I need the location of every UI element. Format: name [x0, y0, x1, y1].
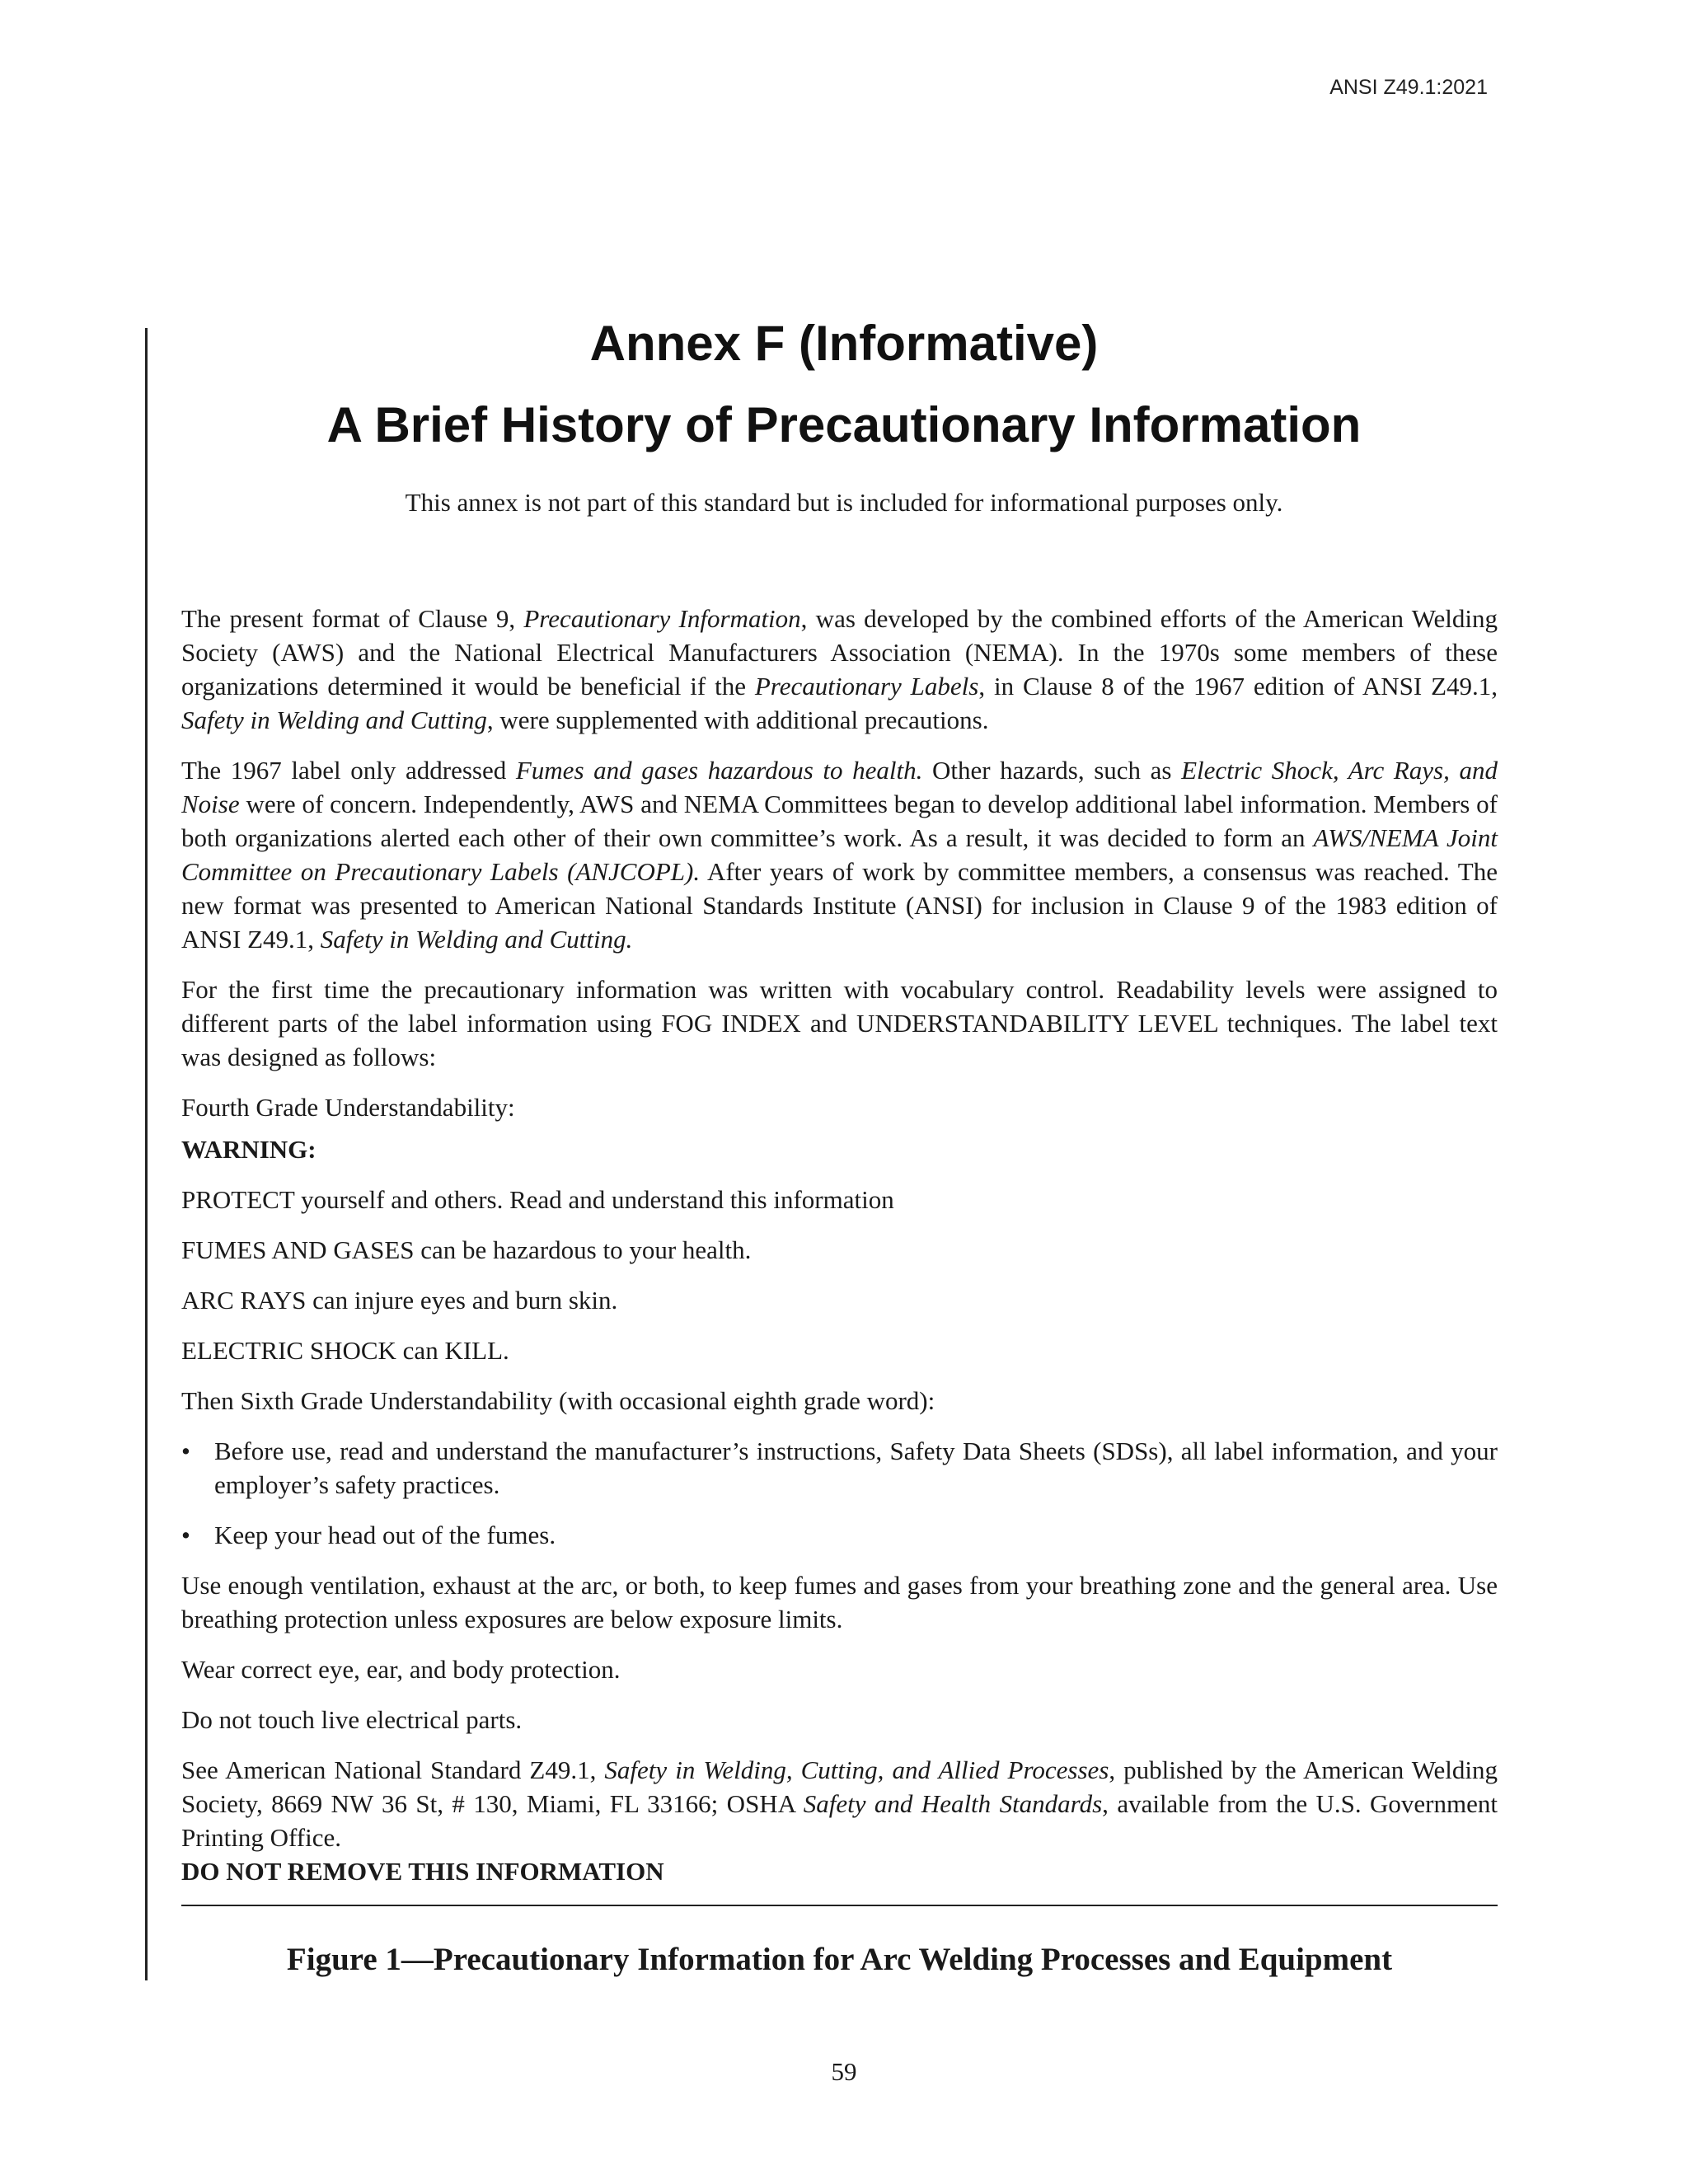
- document-id: ANSI Z49.1:2021: [1329, 76, 1488, 99]
- bullet-text: Before use, read and understand the manufacturer’s instructions, Safety Data Sheets (SDSs), all label information, and your employer’s safety practices.: [214, 1436, 1498, 1499]
- label-line-1: PROTECT yourself and others. Read and understand this information: [181, 1185, 894, 1214]
- revision-bar: [145, 328, 148, 1980]
- paragraph-2: The 1967 label only addressed Fumes and gases hazardous to health. Other hazards, such as Electric Shock, Arc Rays, and Noise were of concern. Independently, AWS and NEMA Committees began to develop additional label information. Members of both organizations alerted each other of their own committee’s work. As a result, it was decided to form an AWS/NEMA Joint Committee on Precautionary Labels (ANJCOPL). After years of work by committee members, a consensus was reached. The new format was presented to American National Standards Institute (ANSI) for inclusion in Clause 9 of the 1983 edition of ANSI Z49.1, Safety in Welding and Cutting.: [181, 756, 1498, 954]
- protection-text: Wear correct eye, ear, and body protection.: [181, 1655, 621, 1684]
- annex-title: Annex F (Informative): [589, 316, 1099, 371]
- reference-text: See American National Standard Z49.1, Safety in Welding, Cutting, and Allied Processes, published by the American Welding Society, 8669 NW 36 St, # 130, Miami, FL 33166; OSHA Safety and Health Standards, available from the U.S. Government Printing Office.: [181, 1755, 1498, 1852]
- bullet-item-2: [181, 1518, 1498, 1552]
- body-text: [181, 602, 1498, 1976]
- label-line-3: ARC RAYS can injure eyes and burn skin.: [181, 1286, 618, 1315]
- warning-heading: WARNING:: [181, 1135, 316, 1164]
- page-number: 59: [831, 2057, 857, 2086]
- ventilation-text: Use enough ventilation, exhaust at the arc, or both, to keep fumes and gases from your breathing zone and the general area. Use breathing protection unless exposures are below exposure limits.: [181, 1571, 1498, 1633]
- informative-note: This annex is not part of this standard but is included for informational purposes only.: [405, 488, 1283, 517]
- label-line-2: FUMES AND GASES can be hazardous to your health.: [181, 1235, 752, 1264]
- do-not-remove-notice: DO NOT REMOVE THIS INFORMATION: [181, 1857, 664, 1886]
- label-line-4: ELECTRIC SHOCK can KILL.: [181, 1336, 509, 1365]
- paragraph-3: For the first time the precautionary information was written with vocabulary control. Readability levels were assigned to different parts of the label information using FOG INDEX and UNDERSTANDABILITY LEVEL techniques. The label text was designed as follows:: [181, 975, 1498, 1071]
- bullet-icon: •: [181, 1436, 190, 1465]
- divider: [181, 1905, 1498, 1906]
- page-title: A Brief History of Precautionary Information: [326, 397, 1362, 452]
- electrical-text: Do not touch live electrical parts.: [181, 1705, 523, 1734]
- bullet-icon: •: [181, 1521, 190, 1549]
- figure-caption: Figure 1—Precautionary Information for Arc Welding Processes and Equipment: [286, 1942, 1393, 1977]
- paragraph-4: Fourth Grade Understandability:: [181, 1093, 515, 1122]
- paragraph-1: The present format of Clause 9, Precautionary Information, was developed by the combined efforts of the American Welding Society (AWS) and the National Electrical Manufacturers Association (NEMA). In the 1970s some members of these organizations determined it would be beneficial if the Precautionary Labels, in Clause 8 of the 1967 edition of ANSI Z49.1, Safety in Welding and Cutting, were supplemented with additional precautions.: [181, 604, 1498, 734]
- bullet-text: Keep your head out of the fumes.: [214, 1521, 556, 1549]
- sixth-grade-text: Then Sixth Grade Understandability (with occasional eighth grade word):: [181, 1386, 935, 1415]
- bullet-item-1: [181, 1434, 1498, 1502]
